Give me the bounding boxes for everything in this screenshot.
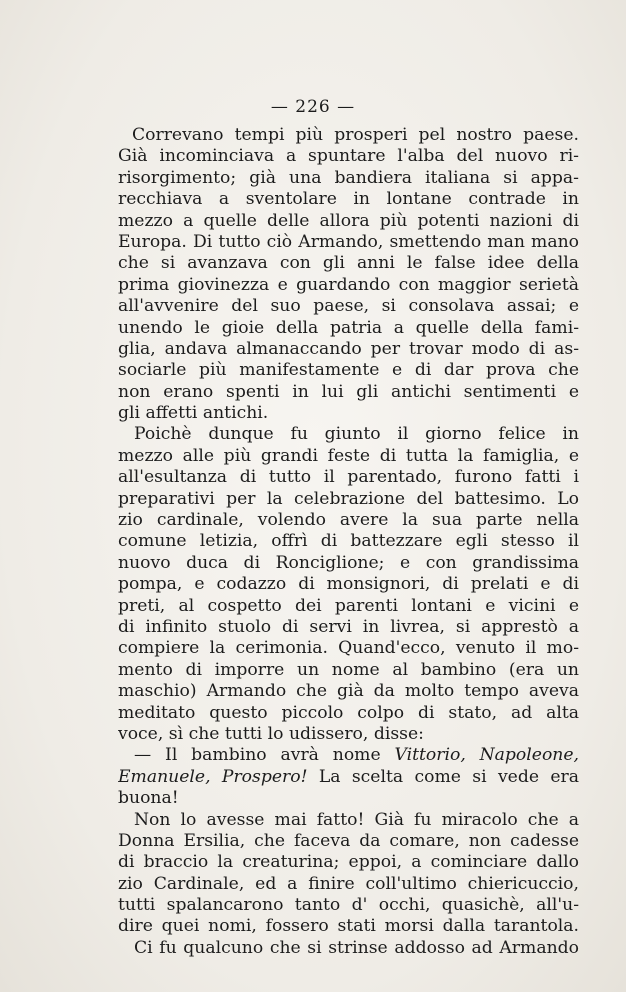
text-line: mezzo a quelle delle allora più potenti nazioni di: [118, 210, 579, 231]
text-line: risorgimento; già una bandiera italiana si appa-: [118, 167, 579, 188]
page-number: — 226 —: [270, 97, 356, 117]
text-line: Non lo avesse mai fatto! Già fu miracolo che a: [134, 809, 579, 830]
text-line: che si avanzava con gli anni le false idee della: [118, 253, 579, 274]
text-line: non erano spenti in lui gli antichi sentimenti e: [118, 381, 579, 402]
text-line: mezzo alle più grandi feste di tutta la famiglia, e: [118, 445, 579, 466]
text-line: Europa. Di tutto ciò Armando, smettendo man mano: [118, 231, 579, 252]
text-line: di infinito stuolo di servi in livrea, si apprestò a: [118, 616, 579, 637]
dialogue-names-2: Emanuele, Prospero!: [118, 766, 308, 787]
text-line: buona!: [118, 788, 179, 809]
text-line: nuovo duca di Ronciglione; e con grandissima: [118, 552, 579, 573]
text-line: Già incominciava a spuntare l'alba del nuovo ri-: [118, 146, 579, 167]
text-line: all'esultanza di tutto il parentado, furono fatti i: [118, 467, 579, 488]
dialogue-names-1: Vittorio, Napoleone,: [394, 745, 579, 766]
text-line: comune letizia, offrì di battezzare egli stesso il: [118, 531, 579, 552]
text-line: sociarle più manifestamente e di dar prova che: [118, 360, 579, 381]
text-line: zio Cardinale, ed a finire coll'ultimo chiericuccio,: [118, 873, 579, 894]
text-line: preparativi per la celebrazione del battesimo. Lo: [118, 488, 579, 509]
text-line: Ci fu qualcuno che si strinse addosso ad Armando: [134, 937, 579, 958]
text-line: compiere la cerimonia. Quand'ecco, venuto il mo-: [118, 638, 579, 659]
text-line: maschio) Armando che già da molto tempo aveva: [118, 681, 579, 702]
text-line: unendo le gioie della patria a quelle della fami-: [118, 317, 579, 338]
text-line: zio cardinale, volendo avere la sua parte nella: [118, 510, 579, 531]
text-line: di braccio la creaturina; eppoi, a cominciare dallo: [118, 852, 579, 873]
text-line: gli affetti antichi.: [118, 403, 269, 424]
dialogue-line: [118, 767, 579, 788]
text-line: voce, sì che tutti lo udissero, disse:: [118, 723, 424, 744]
text-line: tutti spalancarono tanto d' occhi, quasichè, all'u-: [118, 895, 579, 916]
text-line: preti, al cospetto dei parenti lontani e vicini e: [118, 595, 579, 616]
text-line: prima giovinezza e guardando con maggior serietà: [118, 274, 579, 295]
text-line: glia, andava almanaccando per trovar modo di as-: [118, 338, 579, 359]
text-line: pompa, e codazzo di monsignori, di prelati e di: [118, 574, 579, 595]
body-text: [118, 125, 579, 959]
dialogue-prefix: — Il bambino avrà nome: [134, 745, 395, 766]
text-line: dire quei nomi, fossero stati morsi dalla tarantola.: [118, 916, 579, 937]
text-line: recchiava a sventolare in lontane contrade in: [118, 189, 579, 210]
text-line: Poichè dunque fu giunto il giorno felice in: [134, 424, 579, 445]
text-line: meditato questo piccolo colpo di stato, ad alta: [118, 702, 579, 723]
text-line: Correvano tempi più prosperi pel nostro paese.: [132, 125, 579, 145]
text-line: Donna Ersilia, che faceva da comare, non cadesse: [118, 830, 579, 851]
dialogue-line: [118, 745, 579, 766]
text-line: mento di imporre un nome al bambino (era un: [118, 659, 579, 680]
dialogue-suffix: La scelta come si vede era: [307, 766, 579, 787]
text-line: all'avvenire del suo paese, si consolava assai; e: [118, 296, 579, 317]
